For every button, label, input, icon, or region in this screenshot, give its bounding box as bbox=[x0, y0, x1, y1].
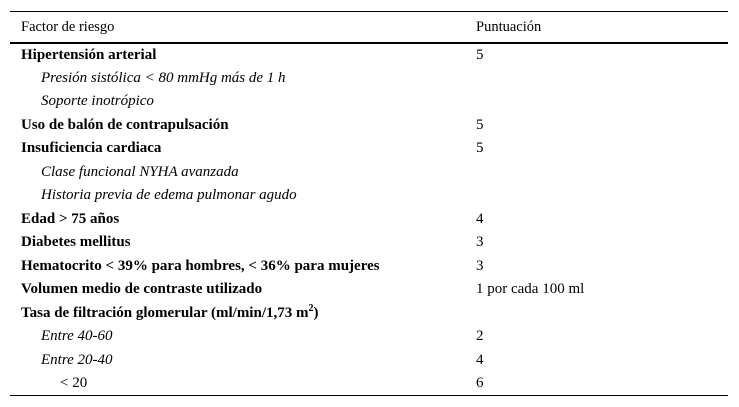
table-row bbox=[10, 231, 728, 255]
factor-cell: Hipertensión arterial bbox=[21, 47, 157, 64]
factor-cell: Presión sistólica < 80 mmHg más de 1 h bbox=[41, 69, 286, 86]
header-score: Puntuación bbox=[476, 18, 542, 35]
risk-score-table bbox=[10, 11, 728, 396]
table-row bbox=[10, 325, 728, 349]
table-row bbox=[10, 137, 728, 161]
score-cell: 5 bbox=[476, 116, 484, 133]
factor-cell: Entre 40-60 bbox=[41, 328, 113, 345]
table-row bbox=[10, 114, 728, 138]
factor-cell: Hematocrito < 39% para hombres, < 36% para mujeres bbox=[21, 257, 380, 274]
factor-cell: Volumen medio de contraste utilizado bbox=[21, 281, 263, 298]
factor-text: Tasa de filtración glomerular (ml/min/1,73 m bbox=[21, 304, 309, 321]
score-cell bbox=[476, 90, 728, 114]
factor-cell: Soporte inotrópico bbox=[41, 93, 154, 110]
score-cell bbox=[476, 67, 728, 91]
score-cell: 3 bbox=[476, 257, 484, 274]
table-row bbox=[10, 302, 728, 326]
factor-cell: Clase funcional NYHA avanzada bbox=[41, 163, 239, 180]
factor-cell: < 20 bbox=[60, 375, 88, 391]
score-cell: 1 por cada 100 ml bbox=[476, 281, 585, 298]
score-cell: 5 bbox=[476, 140, 484, 157]
header-factor: Factor de riesgo bbox=[21, 18, 115, 35]
table-row bbox=[10, 67, 728, 91]
factor-cell bbox=[10, 302, 476, 326]
score-cell bbox=[476, 184, 728, 208]
factor-cell: Entre 20-40 bbox=[41, 351, 113, 368]
table-row bbox=[10, 161, 728, 185]
factor-text-after: ) bbox=[313, 304, 319, 321]
score-cell: 3 bbox=[476, 234, 484, 251]
risk-score-table-container bbox=[10, 11, 728, 396]
table-row bbox=[10, 278, 728, 302]
table-row bbox=[10, 184, 728, 208]
score-cell: 2 bbox=[476, 328, 484, 345]
table-row bbox=[10, 255, 728, 279]
factor-cell: Historia previa de edema pulmonar agudo bbox=[41, 187, 297, 204]
score-cell: 6 bbox=[476, 375, 484, 391]
superscript: 2 bbox=[308, 302, 314, 314]
table-row bbox=[10, 90, 728, 114]
factor-cell: Uso de balón de contrapulsación bbox=[21, 116, 229, 133]
table-row bbox=[10, 43, 728, 67]
score-cell bbox=[476, 302, 728, 326]
factor-cell: Diabetes mellitus bbox=[21, 234, 131, 251]
score-cell: 4 bbox=[476, 351, 484, 368]
score-cell bbox=[476, 161, 728, 185]
score-cell: 4 bbox=[476, 210, 484, 227]
table-row bbox=[10, 208, 728, 232]
factor-cell: Insuficiencia cardiaca bbox=[21, 140, 162, 157]
table-row bbox=[10, 349, 728, 373]
table-row bbox=[10, 372, 728, 396]
factor-cell: Edad > 75 años bbox=[21, 210, 120, 227]
table-header-row bbox=[10, 12, 728, 44]
score-cell: 5 bbox=[476, 47, 484, 64]
